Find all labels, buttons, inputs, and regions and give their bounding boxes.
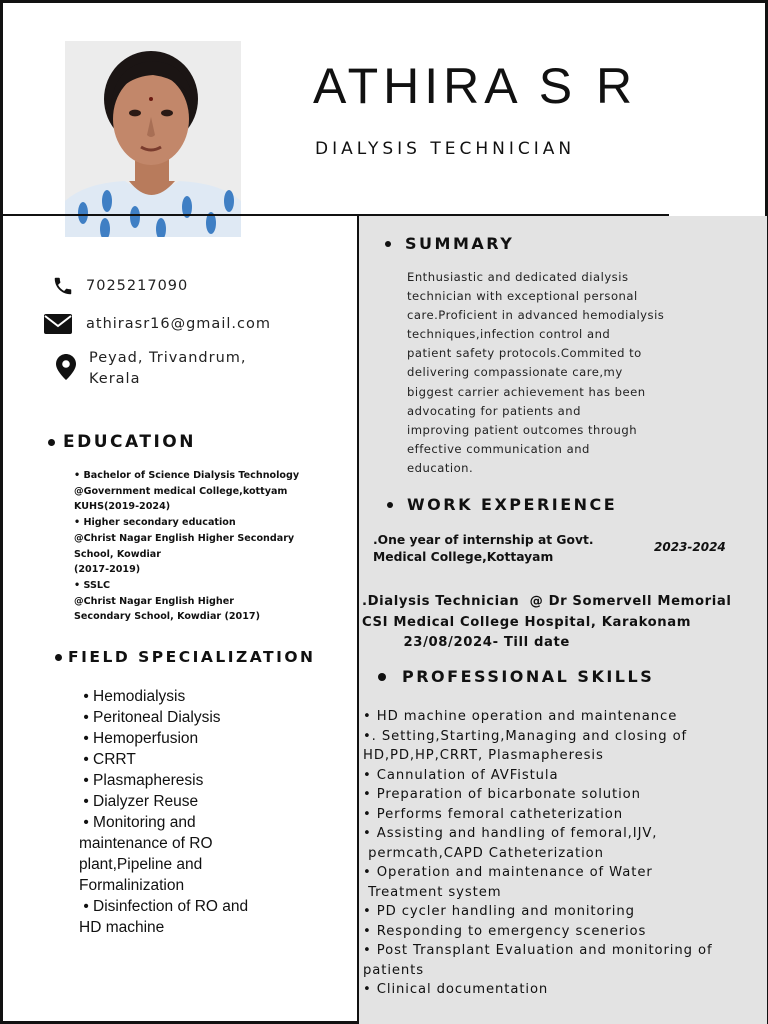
location-address	[89, 348, 247, 390]
summary-line: biggest carrier achievement has been	[407, 384, 646, 399]
skill-line: • PD cycler handling and monitoring	[363, 904, 635, 919]
work-item-technician	[362, 592, 731, 654]
specialization-line: • Dialyzer Reuse	[79, 793, 199, 810]
education-line: School, Kowdiar	[74, 548, 161, 560]
skill-line: • Responding to emergency scenerios	[363, 923, 647, 939]
heading-bullet	[378, 673, 386, 681]
phone-icon	[48, 275, 78, 297]
education-line: @Government medical College,kottyam	[74, 485, 288, 497]
summary-line: technician with exceptional personal	[407, 289, 638, 304]
specialization-line: plant,Pipeline and	[79, 856, 203, 873]
work-item-internship	[373, 532, 594, 566]
contact-location-row	[51, 348, 247, 390]
phone-number: 7025217090	[86, 278, 189, 294]
education-line: • SSLC	[74, 579, 111, 591]
job-title: DIALYSIS TECHNICIAN	[315, 139, 576, 159]
specialization-line: HD machine	[79, 919, 165, 936]
education-line: @Christ Nagar English Higher Secondary	[74, 532, 295, 544]
education-heading	[48, 432, 196, 452]
specialization-line: • Hemodialysis	[79, 688, 186, 705]
skill-line: patients	[363, 962, 424, 978]
location-pin-icon	[51, 354, 81, 380]
professional-skills-heading	[378, 667, 654, 686]
summary-heading-text: SUMMARY	[405, 234, 515, 253]
work-item-line: 23/08/2024- Till date	[362, 635, 570, 650]
profile-photo	[65, 41, 241, 237]
education-list	[74, 468, 344, 625]
skill-line: • Assisting and handling of femoral,IJV,	[363, 826, 658, 841]
summary-line: patient safety protocols.Commited to	[407, 346, 642, 361]
heading-bullet	[55, 654, 62, 661]
specialization-line: • Hemoperfusion	[79, 730, 199, 747]
professional-skills-heading-text: PROFESSIONAL SKILLS	[402, 667, 655, 686]
heading-bullet	[48, 439, 55, 446]
education-line: @Christ Nagar English Higher	[74, 595, 234, 607]
portrait-image	[65, 41, 241, 237]
work-item-line: .One year of internship at Govt.	[373, 533, 594, 547]
work-item-line: CSI Medical College Hospital, Karakonam	[362, 614, 692, 630]
location-line-2: Kerala	[89, 371, 141, 387]
skill-line: • HD machine operation and maintenance	[363, 709, 678, 724]
summary-line: advocating for patients and	[407, 403, 581, 418]
skill-line: • Cannulation of AVFistula	[363, 767, 559, 783]
field-specialization-heading	[55, 648, 316, 666]
field-specialization-heading-text: FIELD SPECIALIZATION	[68, 648, 316, 666]
heading-bullet	[385, 241, 391, 247]
education-heading-text: EDUCATION	[63, 432, 196, 452]
professional-skills-list	[363, 707, 763, 1000]
education-line: KUHS(2019-2024)	[74, 501, 171, 513]
contact-email-row	[43, 313, 271, 335]
skill-line: Treatment system	[363, 884, 502, 900]
heading-bullet	[387, 502, 393, 508]
contact-phone-row	[48, 275, 188, 297]
email-address: athirasr16@gmail.com	[86, 316, 271, 332]
specialization-line: Formalinization	[79, 877, 185, 894]
work-experience-heading-text: WORK EXPERIENCE	[407, 495, 618, 514]
specialization-line: • Plasmapheresis	[79, 772, 204, 789]
education-line: Secondary School, Kowdiar (2017)	[74, 611, 260, 623]
summary-line: techniques,infection control and	[407, 327, 611, 342]
location-line-1: Peyad, Trivandrum,	[89, 350, 247, 366]
summary-text	[407, 268, 727, 478]
education-line: (2017-2019)	[74, 564, 141, 576]
skill-line: HD,PD,HP,CRRT, Plasmapheresis	[363, 748, 604, 763]
specialization-line: • Disinfection of RO and	[79, 898, 249, 915]
skill-line: • Post Transplant Evaluation and monitoring of	[363, 943, 713, 958]
summary-line: delivering compassionate care,my	[407, 365, 623, 380]
education-line: • Higher secondary education	[74, 517, 236, 529]
field-specialization-list	[79, 686, 279, 938]
skill-line: • Performs femoral catheterization	[363, 806, 624, 822]
summary-line: care.Proficient in advanced hemodialysis	[407, 308, 665, 323]
email-icon	[43, 313, 73, 335]
work-item-line: .Dialysis Technician @ Dr Somervell Memorial	[362, 594, 732, 609]
skill-line: • Preparation of bicarbonate solution	[363, 787, 641, 802]
summary-line: Enthusiastic and dedicated dialysis	[407, 270, 629, 284]
work-item-dates: 2023-2024	[654, 540, 726, 554]
summary-heading	[385, 234, 514, 253]
skill-line: permcath,CAPD Catheterization	[363, 845, 604, 861]
specialization-line: • Peritoneal Dialysis	[79, 709, 221, 726]
education-line: • Bachelor of Science Dialysis Technology	[74, 470, 300, 481]
skill-line: • Operation and maintenance of Water	[363, 865, 653, 880]
summary-line: education.	[407, 460, 474, 475]
summary-line: improving patient outcomes through	[407, 422, 638, 437]
specialization-line: • CRRT	[79, 751, 136, 768]
skill-line: •. Setting,Starting,Managing and closing of	[363, 728, 688, 744]
work-item-line: Medical College,Kottayam	[373, 550, 554, 564]
skill-line: • Clinical documentation	[363, 982, 549, 997]
candidate-name: ATHIRA S R	[313, 58, 638, 114]
summary-line: effective communication and	[407, 441, 590, 456]
specialization-line: maintenance of RO	[79, 835, 213, 852]
work-experience-heading	[387, 495, 617, 514]
specialization-line: • Monitoring and	[79, 814, 196, 831]
